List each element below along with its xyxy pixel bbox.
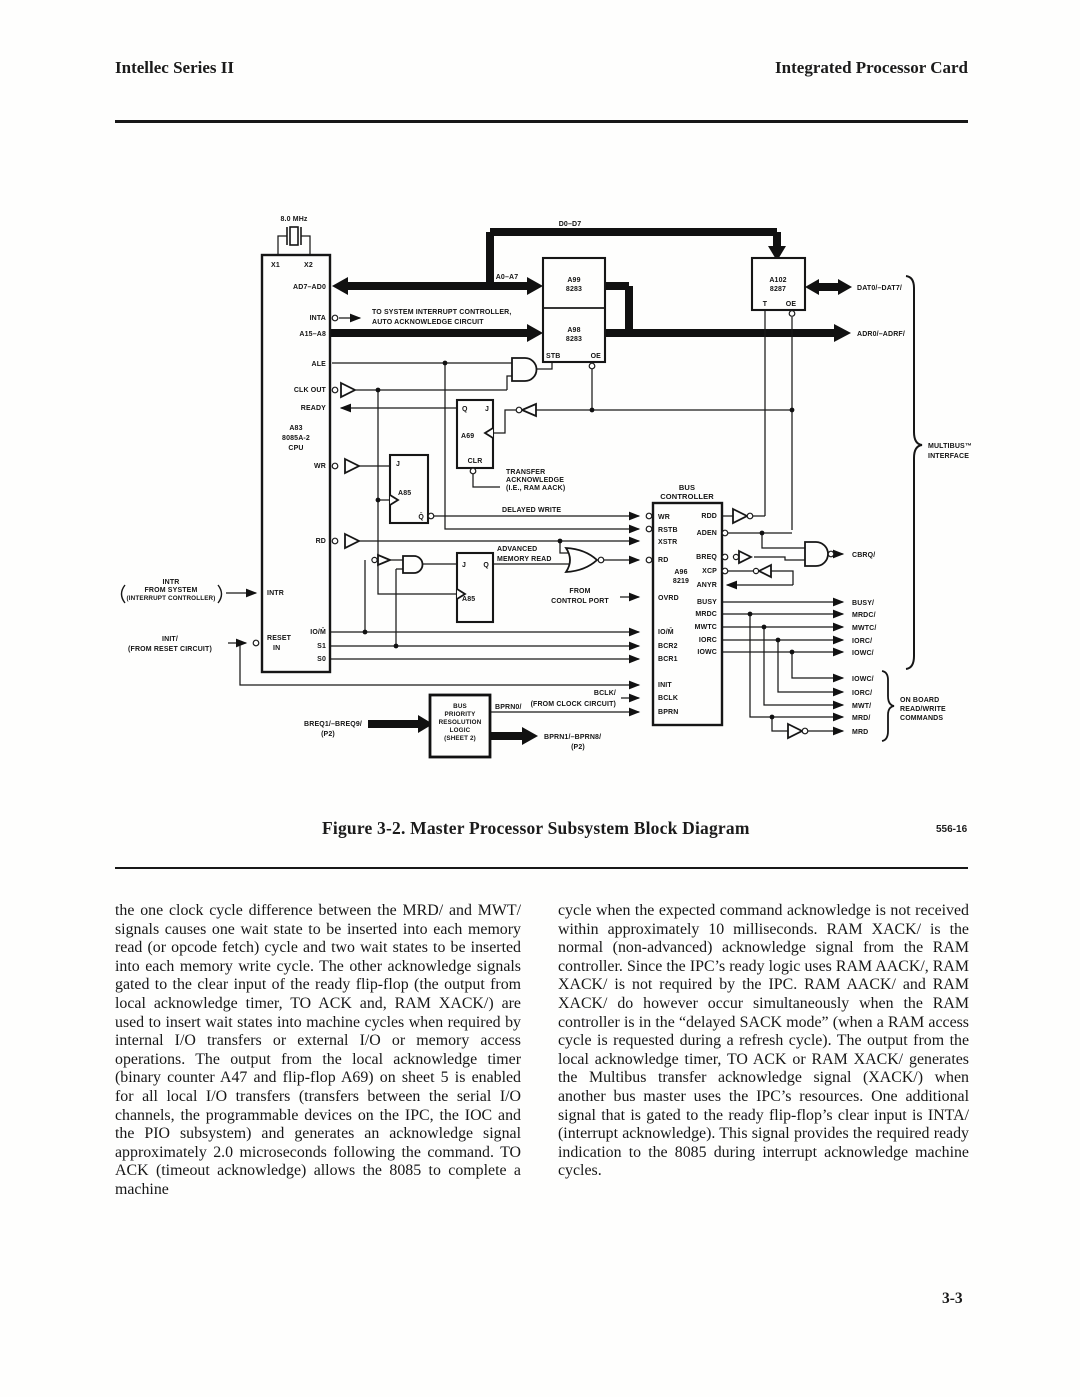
- crystal-circuit: [278, 216, 310, 255]
- bc-pin-anyr: ANYR: [696, 582, 717, 589]
- a69-pin-q: Q: [462, 406, 468, 413]
- body-text-left-column: the one clock cycle difference between the MRD/ and MWT/ signals causes one wait state to be inserted into each memory read (or opcode fetch) cycle and two wait states to be inserted into each memory write cycle. The other acknowledge signals gated to the clear input of the ready flip-flop (the output from local acknowledge timer, TO ACK and, RAM XACK/) are used to insert wait states into machine cycles when required by internal I/O transfers or external I/O or memory access operations. The output from the local acknowledge timer (binary counter A47 and flip-flop A69) on sheet 5 is enabled for all local I/O transfers (transfers between the serial I/O channels, the programmable devices on the IPC, the IOC and the PIO subsystem) and generates an acknowledge signal approximately 2.0 microseconds following the command. TO ACK (timeout acknowledge) allows the 8085 to complete a machine: [115, 902, 521, 1198]
- cpu-name-2: 8085A-2: [282, 435, 310, 442]
- bpl-line-1: BUS: [453, 703, 467, 710]
- bc-pin-rd: RD: [658, 557, 669, 564]
- onboard-iorc-label: IORC/: [852, 690, 873, 697]
- block-diagram: [100, 195, 980, 800]
- inta-note-line1: TO SYSTEM INTERRUPT CONTROLLER,: [372, 309, 512, 316]
- iorc-output-label: IORC/: [852, 638, 873, 645]
- bc-ref: A96: [674, 569, 688, 576]
- init-source-2: (FROM RESET CIRCUIT): [128, 646, 212, 653]
- mwtc-output-label: MWTC/: [852, 625, 877, 632]
- transfer-ack-note-2: ACKNOWLEDGE: [506, 477, 565, 484]
- cpu-pin-ad7-ad0: AD7–AD0: [293, 284, 326, 291]
- onboard-commands-3: COMMANDS: [900, 715, 944, 722]
- bc-pin-aden: ADEN: [696, 530, 717, 537]
- onboard-mrd-label: MRD/: [852, 715, 871, 722]
- bc-pin-xstr: XSTR: [658, 539, 678, 546]
- a85a-ref: A85: [398, 490, 412, 497]
- bc-pin-iowc: IOWC: [697, 649, 717, 656]
- bc-pin-iorc: IORC: [698, 637, 717, 644]
- multibus-brace: [906, 276, 922, 669]
- breq-inverter: [739, 551, 751, 563]
- bc-pin-rdd: RDD: [701, 513, 717, 520]
- a98-part: 8283: [565, 336, 583, 343]
- page-number: 3-3: [942, 1290, 963, 1307]
- multibus-label-1: MULTIBUS™: [928, 443, 972, 450]
- advanced-read-label-2: MEMORY READ: [497, 556, 552, 563]
- inta-note-line2: AUTO ACKNOWLEDGE CIRCUIT: [372, 319, 484, 326]
- figure-number: 556-16: [936, 824, 968, 835]
- advanced-memory-read-gate: [566, 548, 604, 572]
- cpu-pin-intr: INTR: [267, 590, 284, 597]
- status-and-gate: [403, 556, 423, 573]
- transfer-ack-note-1: TRANSFER: [506, 469, 546, 476]
- cpu-pin-inta: INTA: [309, 315, 326, 322]
- ready-flipflop-a69: [457, 400, 536, 474]
- bprn-output-label-1: BPRN1/–BPRN8/: [544, 734, 602, 741]
- xcvr-pin-oe: OE: [785, 301, 797, 308]
- bc-pin-init: INIT: [658, 682, 672, 689]
- onboard-commands-1: ON BOARD: [900, 697, 940, 704]
- xcvr-pin-t: T: [762, 301, 768, 308]
- cpu-pin-x2: X2: [304, 262, 313, 269]
- init-source-1: INIT/: [162, 636, 178, 643]
- cpu-pin-ready: READY: [300, 405, 326, 412]
- onboard-mrd2-label: MRD: [852, 729, 869, 736]
- ale-strobe-and-gate: [512, 358, 537, 381]
- onboard-commands-2: READ/WRITE: [900, 706, 946, 713]
- data-transceiver-block: [752, 258, 805, 316]
- intr-source-2: FROM SYSTEM: [144, 587, 198, 594]
- a69-pin-clr: CLR: [467, 458, 483, 465]
- cpu-name-1: A83: [289, 425, 303, 432]
- bus-controller-title-1: BUS: [678, 483, 696, 492]
- section-rule: [115, 867, 968, 869]
- a85b-ref: A85: [462, 596, 476, 603]
- a85a-pin-qbar: Q̄: [418, 514, 424, 521]
- bus-exchange-gates: [733, 509, 834, 738]
- a98-ref: A98: [567, 327, 581, 334]
- bc-pin-bclk: BCLK: [658, 695, 679, 702]
- cpu-pin-rd: RD: [315, 538, 326, 545]
- cpu-pin-io-m: IO/M̄: [310, 629, 326, 636]
- a99-part: 8283: [565, 286, 583, 293]
- cbrq-output-label: CBRQ/: [852, 552, 876, 559]
- bclk-source-1: BCLK/: [593, 690, 616, 697]
- latch-pin-oe: OE: [590, 353, 601, 360]
- breq-input-label-2: (P2): [321, 731, 335, 738]
- mrd-inverter: [788, 724, 802, 738]
- mrdc-output-label: MRDC/: [852, 612, 876, 619]
- a85b-pin-q: Q: [483, 562, 489, 569]
- header-rule: [115, 120, 968, 123]
- onboard-brace: [882, 671, 894, 741]
- bc-pin-bcr1: BCR1: [658, 656, 678, 663]
- clk-inverter: [341, 383, 355, 397]
- bc-pin-mwtc: MWTC: [694, 624, 717, 631]
- address-latch-block: [543, 258, 605, 369]
- xcp-inverter: [759, 565, 771, 577]
- cpu-pin-s1: S1: [317, 643, 326, 650]
- busy-output-label: BUSY/: [852, 600, 875, 607]
- bc-pin-bprn: BPRN: [658, 709, 679, 716]
- bclk-source-2: (FROM CLOCK CIRCUIT): [530, 701, 616, 708]
- from-control-port-2: CONTROL PORT: [551, 598, 609, 605]
- cpu-pin-x1: X1: [271, 262, 280, 269]
- cbrq-nand-gate: [805, 542, 828, 566]
- transfer-ack-note-3: (I.E., RAM AACK): [506, 485, 566, 492]
- bus-controller-title-2: CONTROLLER: [660, 492, 714, 501]
- a102-part: 8287: [769, 286, 787, 293]
- bus-controller-block: [646, 483, 728, 725]
- a99-ref: A99: [567, 277, 581, 284]
- bc-pin-mrdc: MRDC: [695, 611, 717, 618]
- from-control-port-1: FROM: [569, 588, 591, 595]
- read-flipflop-a85: [372, 553, 493, 622]
- a0-a7-bus-label: A0–A7: [495, 274, 519, 281]
- cpu-pin-wr: WR: [314, 463, 326, 470]
- bc-part: 8219: [672, 578, 690, 585]
- a69-ref: A69: [461, 433, 475, 440]
- a69-j-inverter: [522, 404, 536, 416]
- cpu-pin-a15-a8: A15–A8: [299, 331, 326, 338]
- body-text-right-column: cycle when the expected command acknowledge is not received within approximately 10 milliseconds. RAM XACK/ is the normal (non-advanced) acknowledge signal from the RAM controller. Since the IPC’s ready logic uses RAM AACK/, RAM XACK/ is not required by the IPC. RAM AACK/ and RAM XACK/ do however occur simultaneously when the RAM controller is in the “delayed SACK mode” (when a RAM access cycle is requested during a refresh cycle). The output from the local acknowledge timer, TO ACK or RAM XACK/ generates the Multibus transfer acknowledge signal (XACK/) when another bus master uses the IPC’s resources. One additional signal that is gated to the ready flip-flop’s clear input is INTA/ (interrupt acknowledge). This signal provides the required ready indication to the 8085 during interrupt acknowledge machine cycles.: [558, 902, 969, 1180]
- bpl-line-2: PRIORITY: [444, 711, 476, 718]
- cpu-pin-clk-out: CLK OUT: [293, 387, 326, 394]
- a102-ref: A102: [769, 277, 787, 284]
- intr-source-1: INTR: [162, 579, 180, 586]
- onboard-mwt-label: MWT/: [852, 703, 872, 710]
- dat-bus-label: DAT0/–DAT7/: [857, 285, 902, 292]
- bprn-output-label-2: (P2): [571, 744, 585, 751]
- cpu-pin-reset-2: IN: [273, 645, 281, 652]
- bc-pin-rstb: RSTB: [658, 527, 678, 534]
- onboard-iowc-label: IOWC/: [852, 676, 874, 683]
- bc-pin-busy: BUSY: [696, 599, 717, 606]
- cpu-pin-ale: ALE: [311, 361, 326, 368]
- figure-caption: Figure 3-2. Master Processor Subsystem Block Diagram: [322, 818, 750, 838]
- cpu-pin-s0: S0: [317, 656, 326, 663]
- bpl-line-3: RESOLUTION: [438, 719, 482, 726]
- adr-bus-label: ADR0/–ADRF/: [857, 331, 905, 338]
- bpl-line-4: LOGIC: [449, 727, 471, 734]
- header-right: Integrated Processor Card: [775, 58, 968, 77]
- cpu-pin-reset-1: RESET: [267, 635, 292, 642]
- intr-source-3: (INTERRUPT CONTROLLER): [126, 595, 216, 602]
- latch-pin-stb: STB: [546, 353, 561, 360]
- delayed-write-label: DELAYED WRITE: [502, 507, 562, 514]
- rd-inverter: [345, 534, 359, 548]
- a85b-pin-j: J: [462, 562, 467, 569]
- clock-frequency-label: 8.0 MHz: [280, 216, 308, 223]
- bc-pin-ovrd: OVRD: [658, 595, 679, 602]
- advanced-read-label-1: ADVANCED: [497, 546, 538, 553]
- status-inverter: [378, 555, 390, 565]
- write-flipflop-a85: [390, 455, 434, 523]
- bc-pin-xcp: XCP: [702, 568, 717, 575]
- bus-priority-block: [430, 695, 490, 757]
- breq-input-label-1: BREQ1/–BREQ9/: [304, 721, 362, 728]
- iowc-output-label: IOWC/: [852, 650, 874, 657]
- bc-pin-breq: BREQ: [696, 554, 717, 561]
- cpu-name-3: CPU: [288, 445, 304, 452]
- bpl-line-5: (SHEET 2): [444, 735, 476, 742]
- multibus-label-2: INTERFACE: [928, 453, 970, 460]
- bc-pin-bcr2: BCR2: [658, 643, 678, 650]
- wr-inverter: [345, 459, 359, 473]
- bc-pin-wr: WR: [658, 514, 670, 521]
- rdd-inverter: [733, 509, 747, 523]
- intr-source-note: [122, 579, 222, 603]
- bprn0-label: BPRN0/: [495, 704, 522, 711]
- d0-d7-bus-label: D0–D7: [558, 221, 582, 228]
- a85a-pin-j: J: [396, 461, 401, 468]
- bc-pin-iom: IO/M̄: [658, 629, 674, 636]
- a69-pin-j: J: [484, 406, 489, 413]
- header-left: Intellec Series II: [115, 58, 234, 77]
